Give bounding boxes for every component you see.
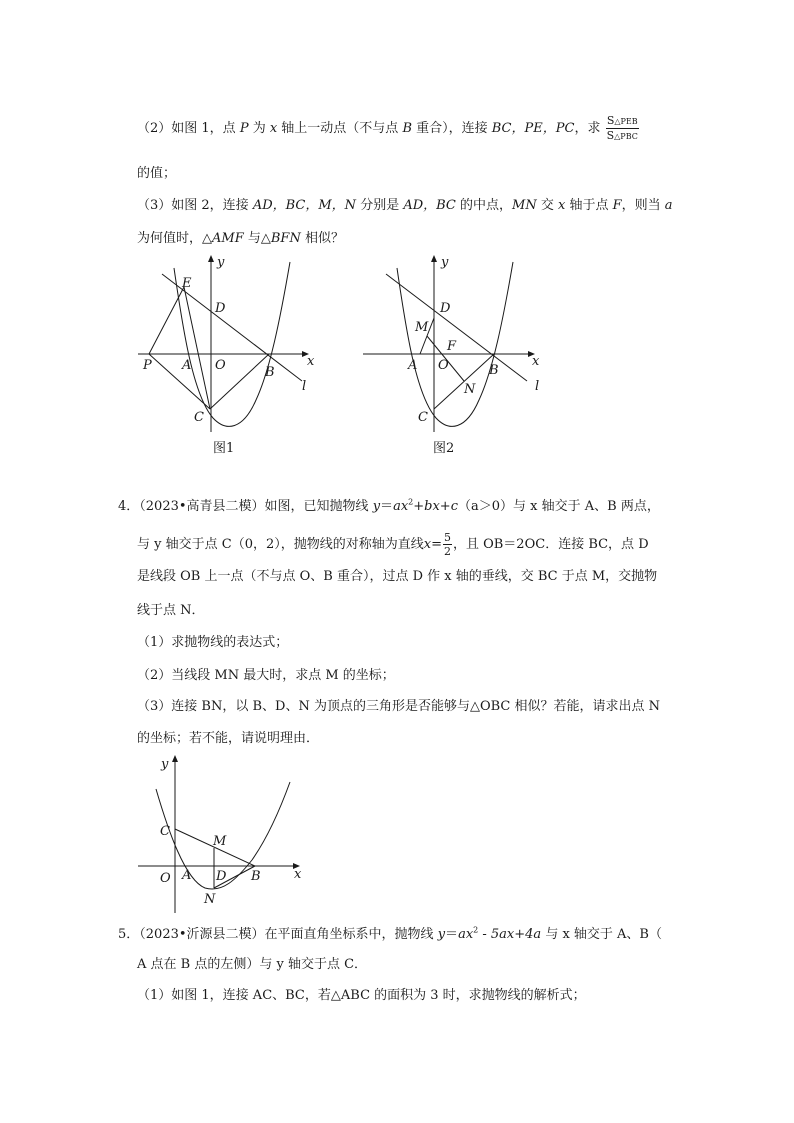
fig2-label-C: C <box>418 410 428 425</box>
q5-line1: 5．（2023•沂源县二模）在平面直角坐标系中，抛物线 $y=ax^2 - 5ax+4a$ 与 x 轴交于 A、B（ <box>118 925 662 942</box>
fig1-label-P: P <box>143 358 152 373</box>
q4-label-M: M <box>213 834 227 849</box>
q4-label-D: D <box>216 869 227 884</box>
fig2-label-B: B <box>489 363 499 378</box>
q4-sub3-line1: （3）连接 BN，以 B、D、N 为顶点的三角形是否能够与△OBC 相似？若能，请求出点 N <box>137 699 660 714</box>
q4-label-y: y <box>161 757 169 772</box>
q4-line4: 线于点 N． <box>137 603 205 618</box>
fig1-label-y: y <box>217 255 225 270</box>
q4-sub1: （1）求抛物线的表达式； <box>137 635 289 650</box>
q4-line2: 与 y 轴交于点 C（0，2），抛物线的对称轴为直线x= $\frac{5}{2}$ ，且 OB＝2OC．连接 BC，点 D <box>137 531 649 558</box>
q4-label-x: x <box>294 867 302 882</box>
q3-part3-line1: （3）如图 2，连接 AD，BC，M，N 分别是 AD，BC 的中点，MN 交 x 轴于点 F，则当 a <box>137 198 673 213</box>
fig1-label-D: D <box>215 301 226 316</box>
fig2-label-x: x <box>532 354 540 369</box>
fig1-label-O: O <box>215 358 226 373</box>
q4-label-C: C <box>160 824 170 839</box>
fig1-label-C: C <box>194 410 204 425</box>
fig1-label-x: x <box>307 354 315 369</box>
q4-sub3-line2: 的坐标；若不能，请说明理由． <box>137 731 320 746</box>
fig2-label-y: y <box>441 255 449 270</box>
fig2-label-N: N <box>464 382 476 397</box>
area-ratio-fraction: $\frac{\text{S△PEB}}{\text{S△PBC}}$ <box>606 114 638 142</box>
fig2-caption: 图2 <box>433 441 455 456</box>
fig1-caption: 图1 <box>213 441 235 456</box>
fig2-label-A: A <box>408 358 418 373</box>
q4-label-A: A <box>182 868 192 883</box>
fig1-label-A: A <box>182 358 192 373</box>
q4-label-O: O <box>160 871 171 886</box>
fig1-label-l: l <box>302 379 307 394</box>
q4-label-B: B <box>251 869 261 884</box>
fig2-label-F: F <box>447 339 457 354</box>
fig1-label-B: B <box>265 365 275 380</box>
q3-part3-line2: 为何值时，△AMF 与△BFN 相似？ <box>137 231 344 246</box>
q4-sub2: （2）当线段 MN 最大时，求点 M 的坐标； <box>137 668 395 683</box>
fig2-label-M: M <box>415 320 429 335</box>
q3-part2-line2: 的值； <box>137 166 177 181</box>
q4-line3: 是线段 OB 上一点（不与点 O、B 重合），过点 D 作 x 轴的垂线，交 BC 于点 M，交抛物 <box>137 569 658 584</box>
fig1-label-E: E <box>182 276 192 291</box>
axis-fraction: $\frac{5}{2}$ <box>443 531 451 558</box>
fig2-label-O: O <box>438 358 449 373</box>
q4-line1: 4．（2023•高青县二模）如图，已知抛物线 $y=ax^2+bx+c(a>0)$与 x 轴交于 A、B 两点， <box>118 497 660 514</box>
q4-label-N: N <box>204 892 216 907</box>
fig2-label-l: l <box>535 379 540 394</box>
q3-part2-line1: （2）如图 1，点 P 为 x 轴上一动点（不与点 B 重合），连接 BC，PE，PC，求 $\frac{\text{S△PEB}}{\text{S△PBC}}$ <box>137 114 638 142</box>
q5-sub1: （1）如图 1，连接 AC、BC，若△ABC 的面积为 3 时，求抛物线的解析式； <box>137 988 586 1003</box>
q5-line2: A 点在 B 点的左侧）与 y 轴交于点 C． <box>137 957 368 972</box>
fig2-label-D: D <box>440 301 451 316</box>
